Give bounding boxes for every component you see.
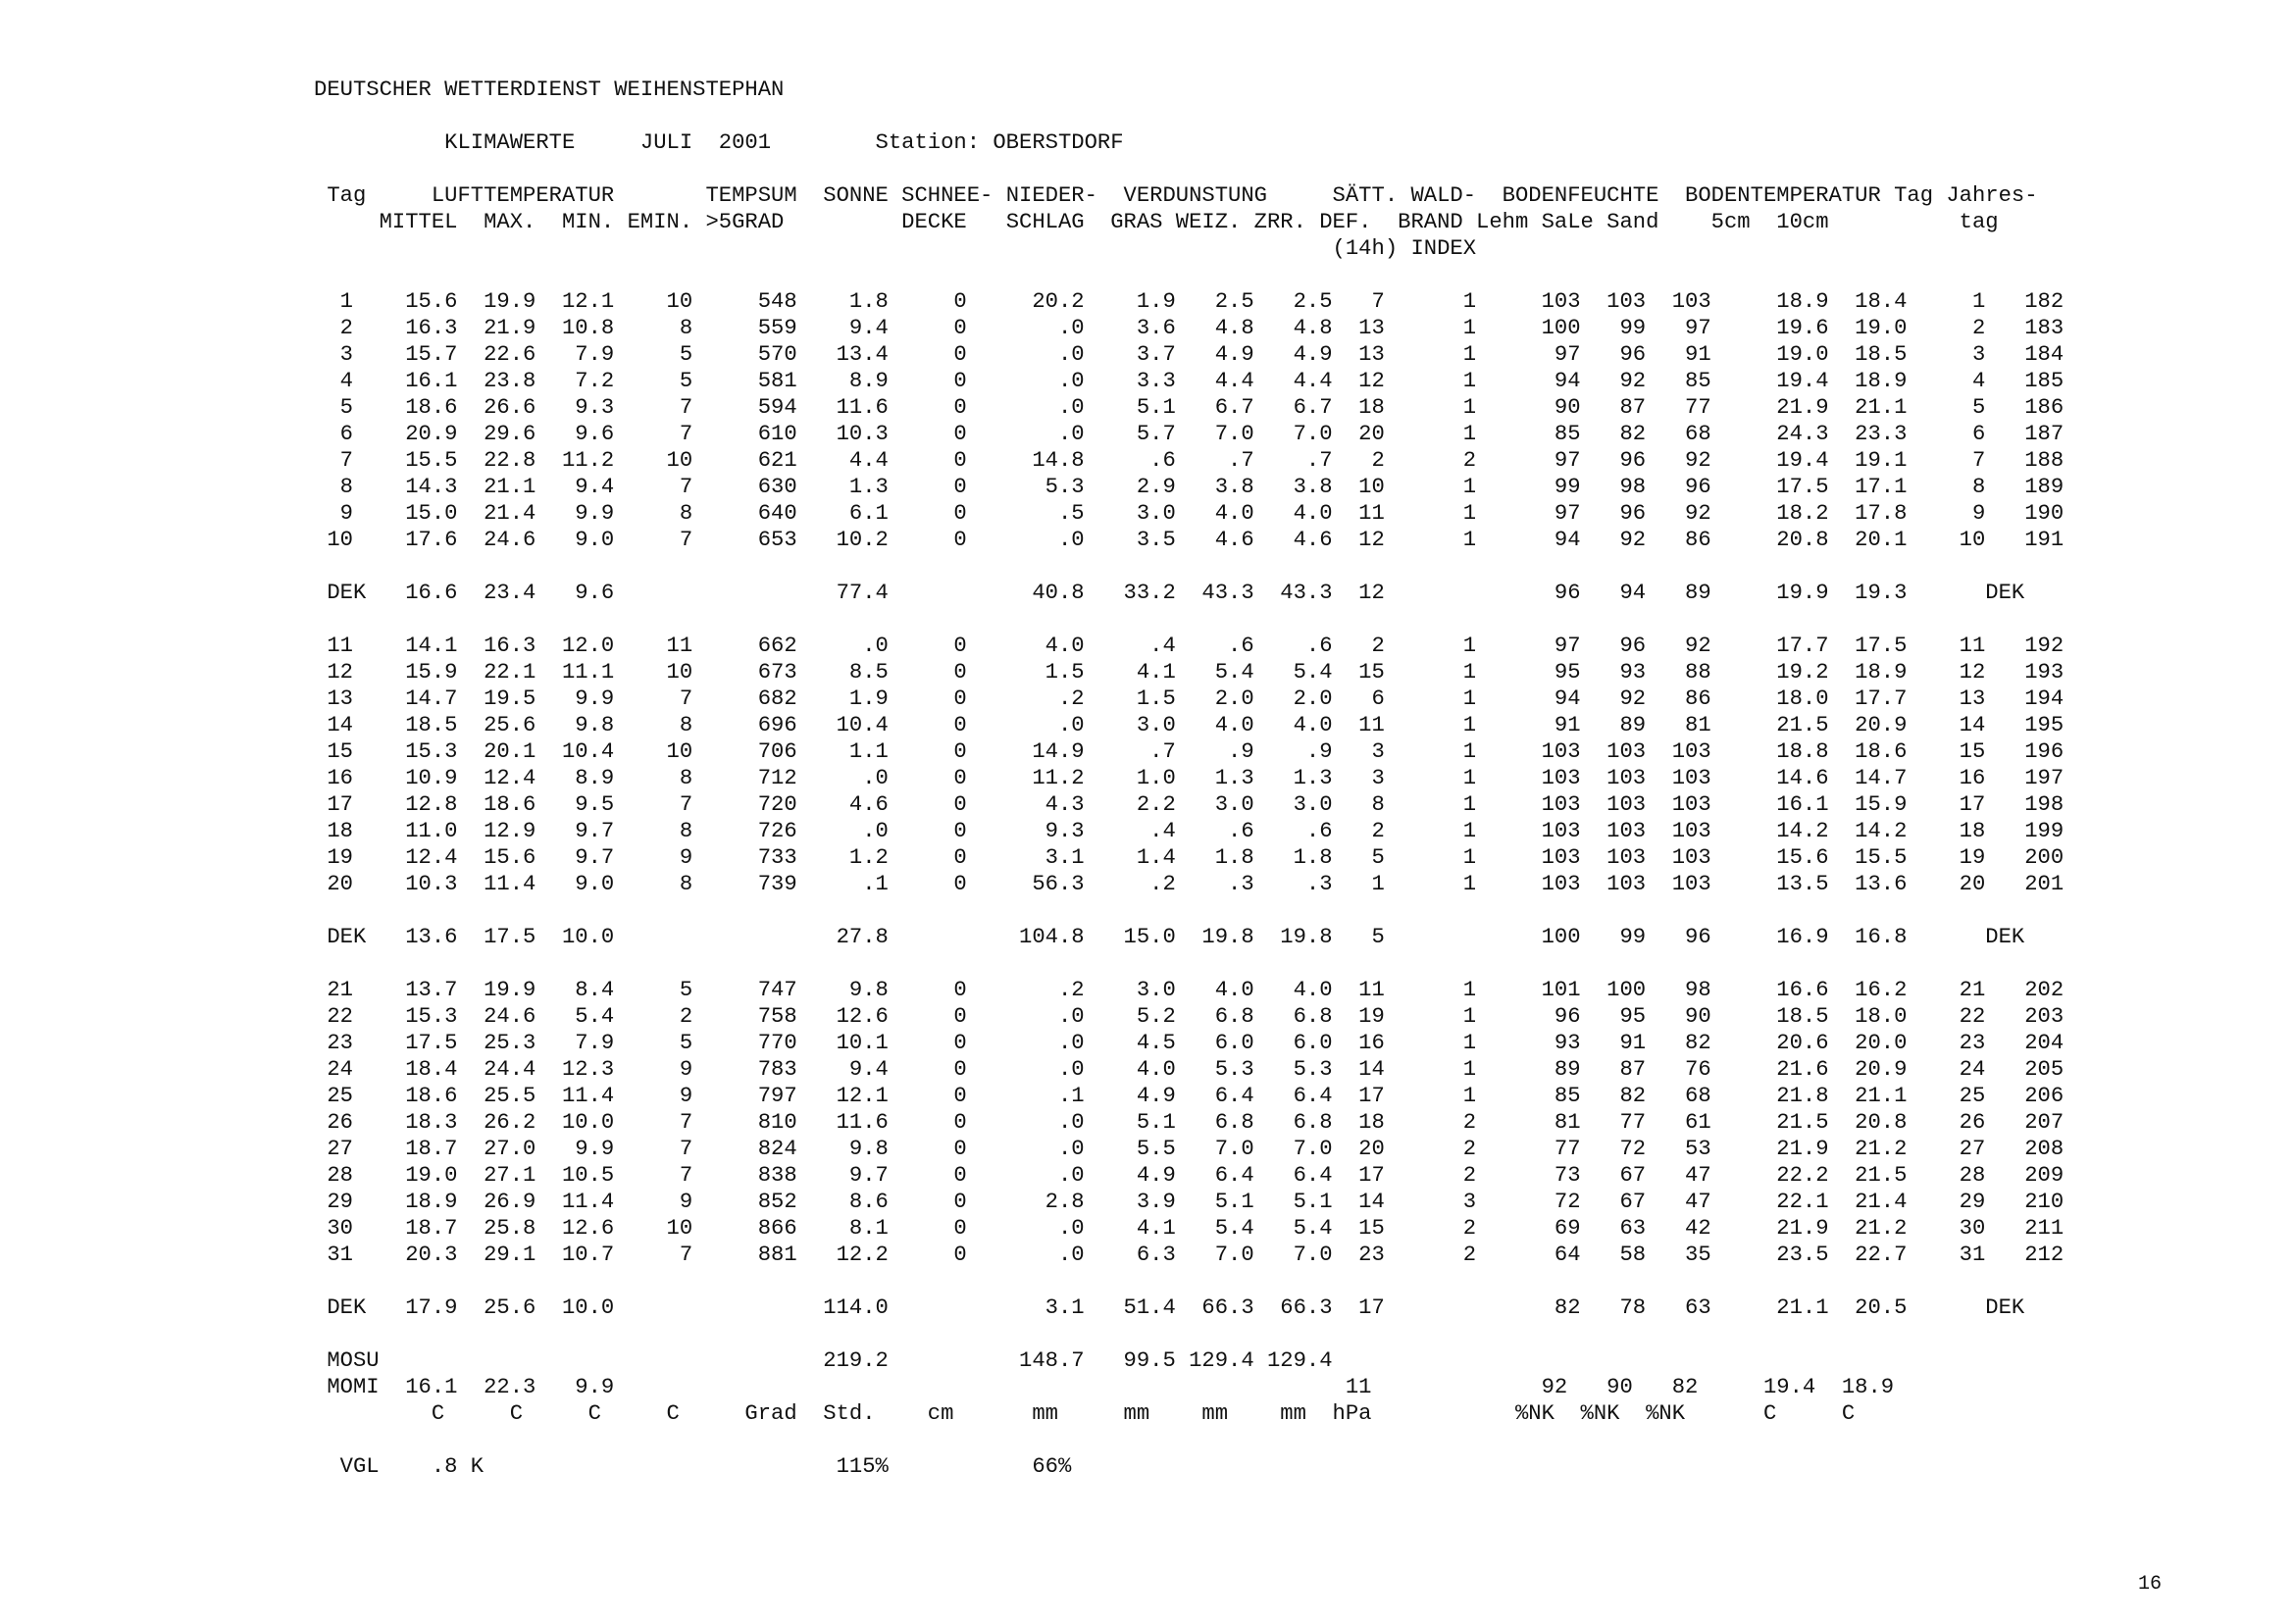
blank-line xyxy=(314,156,2064,182)
table-row xyxy=(314,897,2064,924)
table-header-line-2 xyxy=(314,209,2064,235)
table-row xyxy=(314,1003,2064,1030)
table-row xyxy=(314,738,2064,765)
table-row-text: 1 15.6 19.9 12.1 10 548 1.8 0 20.2 1.9 2.5 2.5 7 1 103 103 103 18.9 18.4 1 182 xyxy=(327,289,2065,314)
table-row xyxy=(314,553,2064,580)
table-row-text: DEK 13.6 17.5 10.0 27.8 104.8 15.0 19.8 19.8 5 100 99 96 16.9 16.8 DEK xyxy=(327,925,2025,949)
table-row xyxy=(314,262,2064,288)
table-row xyxy=(314,1294,2064,1321)
table-body xyxy=(314,262,2064,1480)
table-row xyxy=(314,844,2064,871)
table-row xyxy=(314,1427,2064,1453)
table-row-text: 7 15.5 22.8 11.2 10 621 4.4 0 14.8 .6 .7 .7 2 2 97 96 92 19.4 19.1 7 188 xyxy=(327,448,2065,473)
table-row-text: 21 13.7 19.9 8.4 5 747 9.8 0 .2 3.0 4.0 4.0 11 1 101 100 98 16.6 16.2 21 202 xyxy=(327,978,2065,1002)
table-row-text: 18 11.0 12.9 9.7 8 726 .0 0 9.3 .4 .6 .6 2 1 103 103 103 14.2 14.2 18 199 xyxy=(327,819,2065,843)
table-row xyxy=(314,474,2064,500)
report-subtitle xyxy=(314,129,2064,156)
table-header-text-1: Tag LUFTTEMPERATUR TEMPSUM SONNE SCHNEE- NIEDER- VERDUNSTUNG SÄTT. WALD- BODENFEUCHTE BODENTEMPERATUR Tag Jahres- xyxy=(327,183,2038,208)
table-row xyxy=(314,1030,2064,1056)
table-row xyxy=(314,394,2064,421)
table-row xyxy=(314,712,2064,738)
table-row-text: 2 16.3 21.9 10.8 8 559 9.4 0 .0 3.6 4.8 4.8 13 1 100 99 97 19.6 19.0 2 183 xyxy=(327,316,2065,340)
table-row xyxy=(314,606,2064,633)
table-row-text: 8 14.3 21.1 9.4 7 630 1.3 0 5.3 2.9 3.8 3.8 10 1 99 98 96 17.5 17.1 8 189 xyxy=(327,475,2065,499)
table-row-text: 11 14.1 16.3 12.0 11 662 .0 0 4.0 .4 .6 .6 2 1 97 96 92 17.7 17.5 11 192 xyxy=(327,634,2065,658)
table-row xyxy=(314,580,2064,606)
table-row xyxy=(314,315,2064,341)
table-row-text: 24 18.4 24.4 12.3 9 783 9.4 0 .0 4.0 5.3 5.3 14 1 89 87 76 21.6 20.9 24 205 xyxy=(327,1057,2065,1082)
table-header-line-1 xyxy=(314,182,2064,209)
table-row-text: 3 15.7 22.6 7.9 5 570 13.4 0 .0 3.7 4.9 4.9 13 1 97 96 91 19.0 18.5 3 184 xyxy=(327,342,2065,367)
table-row xyxy=(314,1162,2064,1189)
page-number: 16 xyxy=(2138,1573,2163,1596)
table-row xyxy=(314,1056,2064,1083)
table-row xyxy=(314,765,2064,791)
institution-title: DEUTSCHER WETTERDIENST WEIHENSTEPHAN xyxy=(314,77,785,102)
table-row-text: 22 15.3 24.6 5.4 2 758 12.6 0 .0 5.2 6.8 6.8 19 1 96 95 90 18.5 18.0 22 203 xyxy=(327,1004,2065,1029)
table-row-text: 25 18.6 25.5 11.4 9 797 12.1 0 .1 4.9 6.4 6.4 17 1 85 82 68 21.8 21.1 25 206 xyxy=(327,1084,2065,1108)
table-row-text: 6 20.9 29.6 9.6 7 610 10.3 0 .0 5.7 7.0 7.0 20 1 85 82 68 24.3 23.3 6 187 xyxy=(327,422,2065,446)
table-row-text: C C C C Grad Std. cm mm mm mm mm hPa %NK %NK %NK C C xyxy=(327,1401,1856,1426)
table-row-text: 31 20.3 29.1 10.7 7 881 12.2 0 .0 6.3 7.0 7.0 23 2 64 58 35 23.5 22.7 31 212 xyxy=(327,1243,2065,1267)
table-row xyxy=(314,1242,2064,1268)
table-row xyxy=(314,368,2064,394)
table-row xyxy=(314,791,2064,818)
table-row-text: 15 15.3 20.1 10.4 10 706 1.1 0 14.9 .7 .9 .9 3 1 103 103 103 18.8 18.6 15 196 xyxy=(327,739,2065,764)
table-row-text: 10 17.6 24.6 9.0 7 653 10.2 0 .0 3.5 4.6 4.6 12 1 94 92 86 20.8 20.1 10 191 xyxy=(327,528,2065,552)
table-row-text: MOMI 16.1 22.3 9.9 11 92 90 82 19.4 18.9 xyxy=(327,1375,1895,1399)
table-row-text: DEK 16.6 23.4 9.6 77.4 40.8 33.2 43.3 43.3 12 96 94 89 19.9 19.3 DEK xyxy=(327,581,2025,605)
table-row-text: 16 10.9 12.4 8.9 8 712 .0 0 11.2 1.0 1.3 1.3 3 1 103 103 103 14.6 14.7 16 197 xyxy=(327,766,2065,790)
table-row-text: DEK 17.9 25.6 10.0 114.0 3.1 51.4 66.3 66.3 17 82 78 63 21.1 20.5 DEK xyxy=(327,1295,2025,1320)
table-row xyxy=(314,421,2064,447)
table-row-text: VGL .8 K 115% 66% xyxy=(327,1454,1072,1479)
table-header-line-3 xyxy=(314,235,2064,262)
table-header-text-2: MITTEL MAX. MIN. EMIN. >5GRAD DECKE SCHLAG GRAS WEIZ. ZRR. DEF. BRAND Lehm SaLe Sand 5cm 10cm tag xyxy=(327,210,1999,234)
table-row-text: 28 19.0 27.1 10.5 7 838 9.7 0 .0 4.9 6.4 6.4 17 2 73 67 47 22.2 21.5 28 209 xyxy=(327,1163,2065,1188)
table-row xyxy=(314,1400,2064,1427)
table-row xyxy=(314,685,2064,712)
blank-line xyxy=(314,103,2064,129)
table-row-text: 13 14.7 19.5 9.9 7 682 1.9 0 .2 1.5 2.0 2.0 6 1 94 92 86 18.0 17.7 13 194 xyxy=(327,686,2065,711)
table-row xyxy=(314,1374,2064,1400)
table-row xyxy=(314,1136,2064,1162)
table-row xyxy=(314,924,2064,950)
climate-report-sheet xyxy=(314,76,2064,1480)
table-row-text: 14 18.5 25.6 9.8 8 696 10.4 0 .0 3.0 4.0 4.0 11 1 91 89 81 21.5 20.9 14 195 xyxy=(327,713,2065,737)
report-subtitle-text: KLIMAWERTE JULI 2001 Station: OBERSTDORF xyxy=(444,130,1124,155)
table-row xyxy=(314,659,2064,685)
table-row-text: 4 16.1 23.8 7.2 5 581 8.9 0 .0 3.3 4.4 4.4 12 1 94 92 85 19.4 18.9 4 185 xyxy=(327,369,2065,393)
table-row-text: 26 18.3 26.2 10.0 7 810 11.6 0 .0 5.1 6.8 6.8 18 2 81 77 61 21.5 20.8 26 207 xyxy=(327,1110,2065,1135)
table-row xyxy=(314,288,2064,315)
table-row xyxy=(314,500,2064,527)
table-row-text: 12 15.9 22.1 11.1 10 673 8.5 0 1.5 4.1 5.4 5.4 15 1 95 93 88 19.2 18.9 12 193 xyxy=(327,660,2065,685)
table-row-text: 19 12.4 15.6 9.7 9 733 1.2 0 3.1 1.4 1.8 1.8 5 1 103 103 103 15.6 15.5 19 200 xyxy=(327,845,2065,870)
table-row xyxy=(314,1268,2064,1294)
table-row xyxy=(314,1215,2064,1242)
table-row xyxy=(314,341,2064,368)
table-row-text: 20 10.3 11.4 9.0 8 739 .1 0 56.3 .2 .3 .3 1 1 103 103 103 13.5 13.6 20 201 xyxy=(327,872,2065,896)
table-row xyxy=(314,1189,2064,1215)
table-header-text-3: (14h) INDEX xyxy=(327,236,1477,261)
table-row-text: 5 18.6 26.6 9.3 7 594 11.6 0 .0 5.1 6.7 6.7 18 1 90 87 77 21.9 21.1 5 186 xyxy=(327,395,2065,420)
table-row-text: 9 15.0 21.4 9.9 8 640 6.1 0 .5 3.0 4.0 4.0 11 1 97 96 92 18.2 17.8 9 190 xyxy=(327,501,2065,526)
table-row xyxy=(314,977,2064,1003)
table-row xyxy=(314,818,2064,844)
table-row-text: 17 12.8 18.6 9.5 7 720 4.6 0 4.3 2.2 3.0 3.0 8 1 103 103 103 16.1 15.9 17 198 xyxy=(327,792,2065,817)
table-row xyxy=(314,1109,2064,1136)
table-row-text: 29 18.9 26.9 11.4 9 852 8.6 0 2.8 3.9 5.1 5.1 14 3 72 67 47 22.1 21.4 29 210 xyxy=(327,1190,2065,1214)
table-row-text: 23 17.5 25.3 7.9 5 770 10.1 0 .0 4.5 6.0 6.0 16 1 93 91 82 20.6 20.0 23 204 xyxy=(327,1031,2065,1055)
table-row xyxy=(314,1321,2064,1347)
table-row xyxy=(314,1083,2064,1109)
table-row-text: MOSU 219.2 148.7 99.5 129.4 129.4 xyxy=(327,1348,1333,1373)
table-row xyxy=(314,871,2064,897)
table-row xyxy=(314,1453,2064,1480)
table-row xyxy=(314,633,2064,659)
table-row xyxy=(314,950,2064,977)
table-row xyxy=(314,447,2064,474)
table-row-text: 30 18.7 25.8 12.6 10 866 8.1 0 .0 4.1 5.4 5.4 15 2 69 63 42 21.9 21.2 30 211 xyxy=(327,1216,2065,1241)
table-row xyxy=(314,527,2064,553)
table-row-text: 27 18.7 27.0 9.9 7 824 9.8 0 .0 5.5 7.0 7.0 20 2 77 72 53 21.9 21.2 27 208 xyxy=(327,1137,2065,1161)
table-row xyxy=(314,1347,2064,1374)
